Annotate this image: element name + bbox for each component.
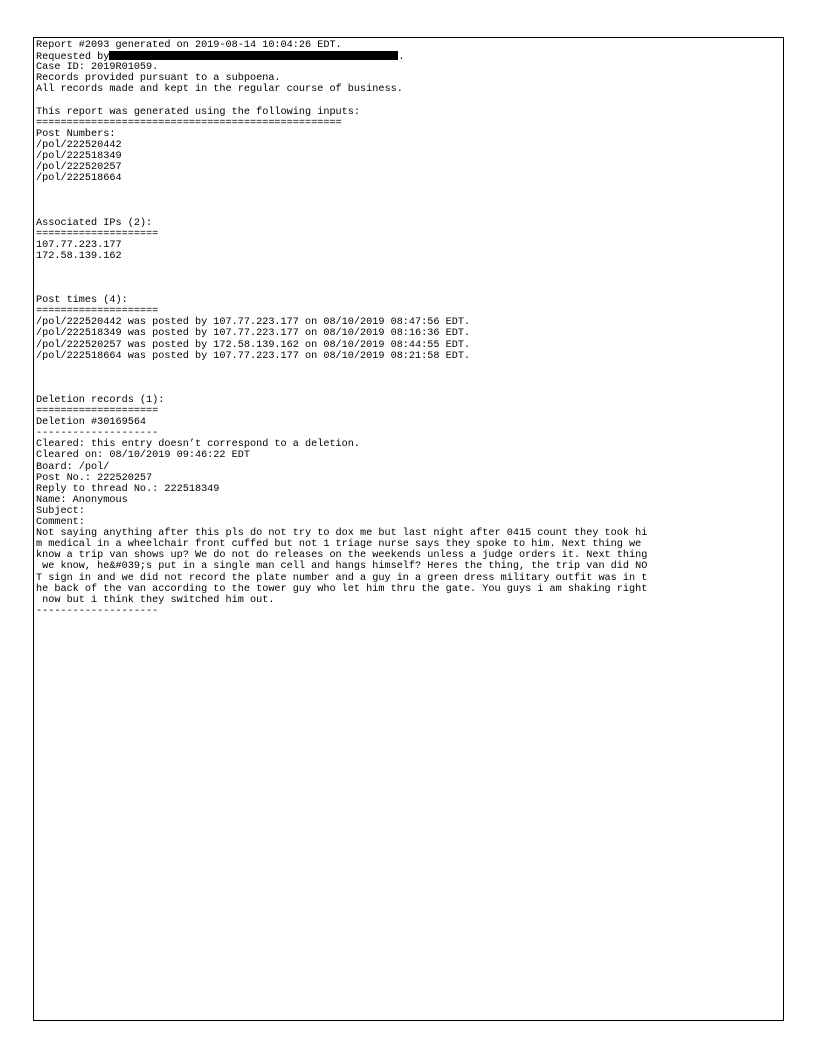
cleared-line: Cleared: this entry doesn’t correspond to a deletion.: [36, 439, 361, 451]
post-number: /pol/222520442: [36, 139, 122, 151]
requested-by-label: Requested by: [36, 52, 110, 64]
report-line: Report #2093 generated on 2019-08-14 10:04:26 EDT.: [36, 40, 342, 51]
comment-line: know a trip van shows up? We do not do releases on the weekends unless a judge orders it. Next thing: [36, 550, 648, 562]
post-number: /pol/222518664: [36, 173, 122, 185]
section-rule: ====================: [36, 228, 159, 240]
requested-by-line: [36, 51, 782, 62]
requested-by-suffix: .: [398, 52, 405, 64]
redaction-bar: [109, 51, 398, 60]
post-number: /pol/222518349: [36, 150, 122, 162]
post-numbers-label: Post Numbers:: [36, 128, 116, 140]
post-time-entry: /pol/222520257 was posted by 172.58.139.162 on 08/10/2019 08:44:55 EDT.: [36, 339, 471, 351]
post-time-entry: /pol/222520442 was posted by 107.77.223.177 on 08/10/2019 08:47:56 EDT.: [36, 317, 471, 329]
comment-line: he back of the van according to the tower guy who let him thru the gate. You guys i am shaking right: [36, 583, 648, 595]
board-line: Board: /pol/: [36, 461, 110, 473]
report-document: [36, 40, 782, 617]
dash-rule: --------------------: [36, 605, 159, 617]
comment-line: now but i think they switched him out.: [36, 594, 275, 606]
case-id: Case ID: 2019R01059.: [36, 62, 159, 74]
section-rule: ====================: [36, 406, 159, 418]
section-rule: ====================: [36, 306, 159, 318]
post-times-heading: Post times (4):: [36, 295, 128, 307]
business-line: All records made and kept in the regular course of business.: [36, 84, 403, 96]
ip-address: 107.77.223.177: [36, 239, 122, 251]
ip-address: 172.58.139.162: [36, 250, 122, 262]
comment-line: m medical in a wheelchair front cuffed but not 1 triage nurse says they spoke to him. Next thing we: [36, 539, 642, 551]
post-number: /pol/222520257: [36, 162, 122, 174]
associated-ips-heading: Associated IPs (2):: [36, 217, 153, 229]
inputs-intro: This report was generated using the following inputs:: [36, 106, 361, 118]
dash-rule: --------------------: [36, 428, 159, 440]
comment-line: Not saying anything after this pls do not try to dox me but last night after 0415 count they took hi: [36, 528, 648, 540]
reply-to-line: Reply to thread No.: 222518349: [36, 483, 220, 495]
post-time-entry: /pol/222518349 was posted by 107.77.223.177 on 08/10/2019 08:16:36 EDT.: [36, 328, 471, 340]
comment-label: Comment:: [36, 517, 85, 529]
section-rule: ==================================================: [36, 117, 342, 129]
post-no-line: Post No.: 222520257: [36, 472, 153, 484]
comment-line: we know, he&#039;s put in a single man cell and hangs himself? Heres the thing, the trip van did NO: [36, 561, 648, 573]
deletion-records-heading: Deletion records (1):: [36, 395, 165, 406]
name-line: Name: Anonymous: [36, 494, 128, 506]
comment-line: T sign in and we did not record the plate number and a guy in a green dress military outfit was in t: [36, 572, 648, 584]
deletion-record-id: Deletion #30169564: [36, 417, 147, 429]
subject-line: Subject:: [36, 505, 85, 517]
cleared-on-line: Cleared on: 08/10/2019 09:46:22 EDT: [36, 450, 250, 462]
subpoena-line: Records provided pursuant to a subpoena.: [36, 73, 281, 85]
post-time-entry: /pol/222518664 was posted by 107.77.223.177 on 08/10/2019 08:21:58 EDT.: [36, 350, 471, 362]
